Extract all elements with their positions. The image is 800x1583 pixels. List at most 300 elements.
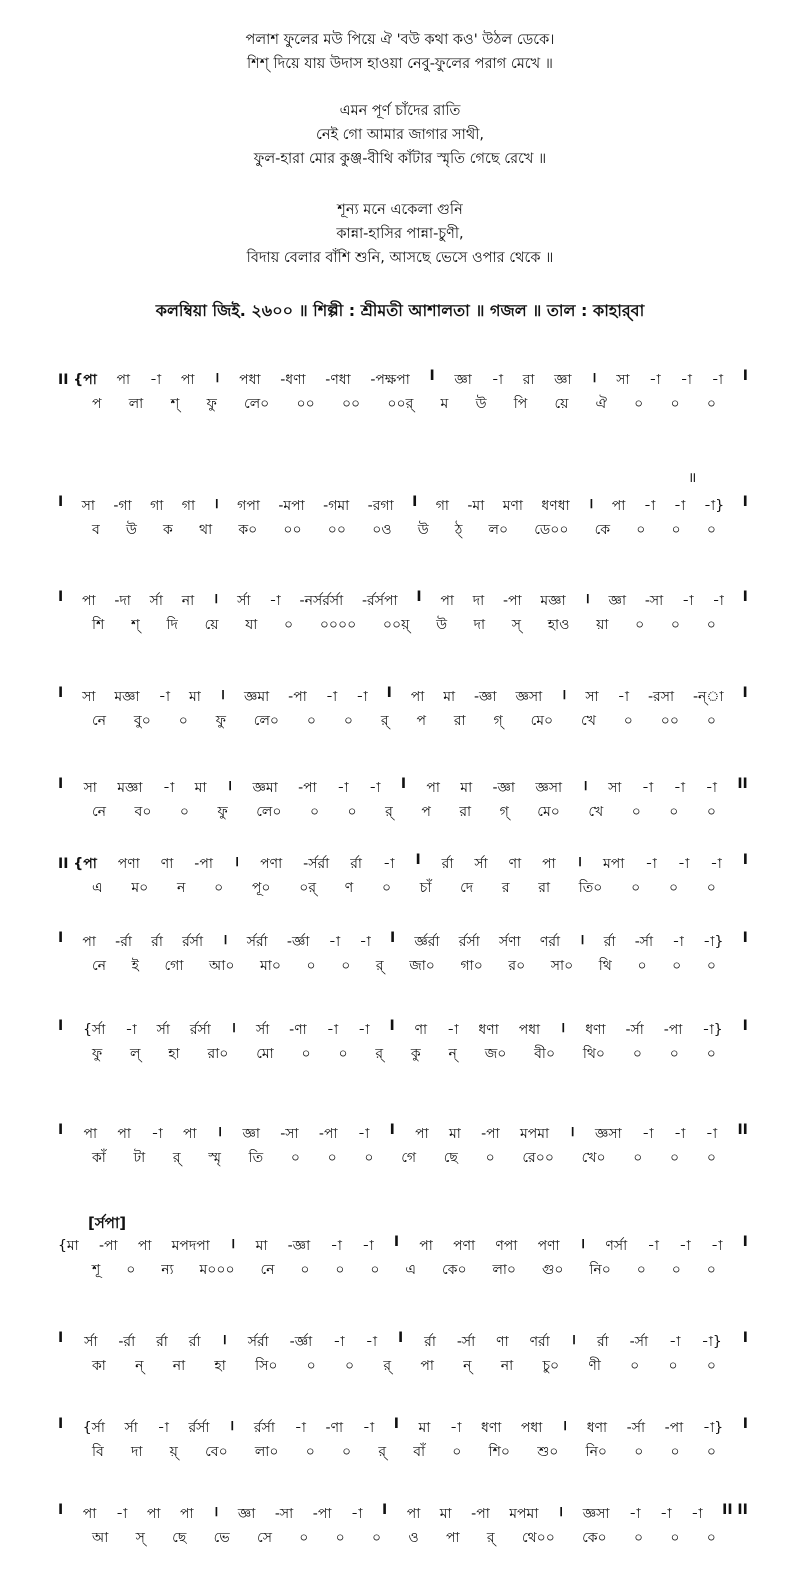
swara-note: I (742, 1234, 748, 1250)
swara-note: I (58, 685, 64, 701)
swara-note: মা (460, 780, 473, 796)
swara-note: -সা (280, 1126, 299, 1142)
lyric-syllables (58, 518, 748, 542)
lyric-syllable: রে০০ (522, 1150, 554, 1166)
swara-note: মজ্ঞা (114, 689, 140, 705)
swara-note: । (222, 932, 228, 948)
lyric-syllable: ০০য়্‌ (382, 617, 410, 633)
lyric-syllable: নে (92, 958, 107, 974)
swara-note: র্রর্সা (458, 934, 480, 950)
lyric-syllable: ০ (671, 1262, 681, 1278)
swara-note: -া (115, 1506, 128, 1522)
swara-note: । (557, 1504, 564, 1520)
swara-note: । (216, 1124, 223, 1140)
lyric-syllable: মে০ (530, 713, 554, 729)
swara-note: {র্সা (82, 1420, 105, 1436)
swara-note: I (58, 494, 64, 510)
swara-note: -া (125, 1022, 137, 1038)
lyric-syllable: র্‌ (378, 1444, 387, 1460)
swara-line (58, 1234, 748, 1258)
swara-note: -র্সা (625, 1022, 644, 1038)
swara-note: । (230, 1236, 236, 1252)
swara-note: পা (180, 372, 195, 388)
lyric-syllable: গ্‌ (493, 713, 503, 729)
swara-note: -া} (703, 498, 725, 514)
swara-line (58, 1330, 748, 1354)
lyric-syllable: নে (260, 1262, 275, 1278)
swara-note: -পা (664, 1420, 684, 1436)
swara-note: জ্ঞসা (535, 780, 563, 796)
lyric-syllable: তি (248, 1150, 264, 1166)
swara-note: -র্সা (456, 1334, 476, 1350)
swara-note: -া} (702, 934, 724, 950)
lyric-syllable: র্‌ (385, 804, 393, 820)
swara-note: মা (448, 1126, 461, 1142)
swara-note: -র্সা (626, 1420, 646, 1436)
lyric-syllable: ০ (706, 1150, 716, 1166)
swara-note: মজ্ঞা (117, 780, 143, 796)
lyric-syllable: ০ (633, 1150, 643, 1166)
swara-note: ণর্সা (605, 1238, 628, 1254)
lyric-syllable: র০ (508, 958, 526, 974)
lyric-syllable: ০০ (283, 522, 302, 538)
swara-note: পণা (537, 1238, 560, 1254)
lyric-syllable: র্‌ (380, 713, 389, 729)
lyric-syllable: ০ (672, 958, 682, 974)
swara-line (58, 494, 748, 518)
lyric-syllable: য়্‌ (169, 1444, 178, 1460)
swara-note: -া (491, 372, 504, 388)
swara-note: জ্ঞমা (243, 689, 270, 705)
swara-note: র্সা (124, 1420, 138, 1436)
swara-note: -া (617, 689, 630, 705)
lyric-syllable: খে০ (581, 1150, 606, 1166)
lyric-syllable: ০ (669, 1046, 679, 1062)
swara-note: I (742, 1330, 748, 1346)
swara-note: ণর্রা (539, 934, 561, 950)
lyric-syllable: তি০ (578, 880, 603, 896)
swara-note: -া (642, 1126, 654, 1142)
lyric-syllable: এ (405, 1262, 417, 1278)
lyric-syllable: ০ (670, 1150, 680, 1166)
swara-note: -জ্ঞা (287, 1238, 311, 1254)
lyric-syllable: ম০০০ (199, 1262, 235, 1278)
lyric-syllable: রা (453, 713, 466, 729)
lyric-syllable: ০ (706, 1530, 716, 1546)
lyric-syllable: বি (92, 1444, 104, 1460)
lyrics-stanza-2 (0, 99, 800, 171)
swara-note: পা (419, 1238, 433, 1254)
swara-line (58, 685, 748, 709)
swara-note: -া (449, 1420, 462, 1436)
lyric-syllable: গু০ (541, 1262, 564, 1278)
lyric-syllable: য়ে (204, 617, 219, 633)
lyric-syllable: ০ (706, 396, 716, 412)
lyric-syllable: না (172, 1358, 186, 1374)
swara-note: র্সা (156, 1022, 170, 1038)
lyric-syllable: কা (92, 1358, 106, 1374)
lyric-syllable: মে০ (537, 804, 560, 820)
lyric-syllable: ব০ (134, 804, 152, 820)
lyric-syllable: ম০ (131, 880, 149, 896)
swara-note: র্রা (603, 934, 616, 950)
lyric-syllable: ন্য (161, 1262, 174, 1278)
swara-note: সা (82, 689, 96, 705)
swara-note: I (58, 1122, 64, 1138)
swara-note: পধা (518, 1022, 541, 1038)
swara-note: -পা (502, 593, 522, 609)
lyric-syllable: সে (257, 1530, 272, 1546)
swara-note: পা (117, 1126, 131, 1142)
lyric-syllable: চু০ (542, 1358, 560, 1374)
swara-note: -র্জ্ঞা (289, 1334, 313, 1350)
swara-note: II II (722, 1502, 748, 1518)
swara-note: । (229, 1418, 235, 1434)
swara-note: র্রর্সা (253, 1420, 275, 1436)
lyric-syllable: নি০ (589, 1262, 611, 1278)
lyric-syllable: গো (164, 958, 184, 974)
lyric-syllable: ০ (372, 1530, 382, 1546)
lyric-syllable: উ (125, 522, 137, 538)
swara-note: I (742, 930, 748, 946)
lyric-line: শিশ্‌ দিয়ে যায় উদাস হাওয়া নেবু-ফুলের পরাগ মেখে ॥ (247, 56, 553, 72)
lyric-syllable: ফু (215, 713, 226, 729)
swara-note: দা (472, 593, 485, 609)
swara-note: পা (611, 498, 626, 514)
swara-note: -া (691, 1506, 703, 1522)
lyric-syllable: ০ (636, 1262, 646, 1278)
lyric-syllable: ল্‌ (130, 1046, 141, 1062)
swara-note: -র্সা (634, 934, 654, 950)
swara-note: মপমা (520, 1126, 550, 1142)
swara-note: জ্ঞা (608, 593, 627, 609)
lyric-line: ফুল-হারা মোর কুঞ্জ-বীথি কাঁটার স্মৃতি গেছে রেখে ॥ (253, 151, 547, 167)
swara-note: পা (82, 934, 96, 950)
lyric-syllable: ০ (706, 713, 716, 729)
lyric-syllable: ফু (206, 396, 217, 412)
swara-note: -া (326, 1022, 339, 1038)
lyric-syllable: ০ (670, 617, 681, 633)
swara-note: । (569, 1124, 575, 1140)
swara-note: -া (333, 1334, 345, 1350)
lyric-line: এমন পূর্ণ চাঁদের রাতি (339, 103, 461, 119)
swara-note: -ণধা (325, 372, 351, 388)
swara-note: । (561, 1418, 568, 1434)
lyric-syllable: রা০ (207, 1046, 229, 1062)
lyric-syllable: ০ (126, 1262, 136, 1278)
lyric-syllables (58, 1258, 748, 1282)
swara-note: I (412, 494, 418, 510)
lyric-syllable: লে০ (244, 396, 270, 412)
swara-note: I (742, 494, 748, 510)
lyric-syllable: শ্‌ (170, 396, 180, 412)
lyric-syllable: ০ (637, 958, 647, 974)
swara-note: । (582, 778, 588, 794)
swara-note: মজ্ঞা (540, 593, 566, 609)
lyric-syllable: শি (92, 617, 105, 633)
lyric-syllable: ন্‌ (463, 1358, 472, 1374)
swara-note: -া (710, 856, 722, 872)
swara-note: ণা (508, 856, 522, 872)
lyric-syllable: নে (92, 804, 107, 820)
swara-note: । (561, 687, 567, 703)
lyric-syllable: ঐ (595, 396, 607, 412)
swara-note: I (415, 852, 421, 868)
lyric-syllable: ০ (670, 1444, 680, 1460)
swara-note: I (393, 1416, 399, 1432)
lyric-syllable: ০ (668, 1358, 678, 1374)
swara-note: মপমা (509, 1506, 539, 1522)
lyric-syllable: ন্‌ (135, 1358, 144, 1374)
lyric-syllable: পি (513, 396, 528, 412)
swara-note: -া (705, 1126, 718, 1142)
lyric-syllable: ০ (706, 880, 716, 896)
swara-note: -া (362, 1238, 374, 1254)
lyric-syllable: ০ (338, 1046, 348, 1062)
swara-note: -পা (288, 689, 307, 705)
lyric-syllable: খে (581, 713, 596, 729)
swara-note: -ধণা (280, 372, 306, 388)
lyric-syllable: ০০০০ (319, 617, 357, 633)
swara-note: র্সা (255, 1022, 270, 1038)
lyrics-stanza-1 (0, 28, 800, 76)
lyric-syllable: ম (440, 396, 449, 412)
swara-note: -া} (702, 1022, 723, 1038)
lyric-syllable: শূ (92, 1262, 101, 1278)
swara-note: ধণা (586, 1420, 608, 1436)
lyric-syllable: যা (245, 617, 258, 633)
swara-note: I (742, 589, 748, 605)
swara-note: -া (649, 372, 661, 388)
lyric-syllable: লা০ (492, 1262, 517, 1278)
swara-note: ণপা (495, 1238, 518, 1254)
lyric-syllable: য়া (596, 617, 609, 633)
swara-note: -র্রর্সপা (362, 593, 398, 609)
lyric-line: বিদায় বেলার বাঁশি শুনি, আসছে ভেসে ওপার থেকে ॥ (246, 250, 554, 266)
lyric-syllable: ০ (327, 1150, 337, 1166)
swara-note: I (390, 930, 396, 946)
lyric-syllable: ফু (92, 1046, 103, 1062)
swara-note: -া (645, 856, 657, 872)
swara-note: -জ্ঞা (492, 780, 515, 796)
lyric-syllable: র্‌ (486, 1530, 495, 1546)
swara-note: -া (382, 856, 395, 872)
lyric-syllable: ন্‌ (448, 1046, 457, 1062)
lyric-syllable: বু০ (133, 713, 151, 729)
lyric-syllable: ০ (301, 1046, 311, 1062)
swara-note: পা (82, 593, 96, 609)
swara-note: সা (585, 689, 599, 705)
swara-note: পা (406, 1506, 421, 1522)
swara-note: পণা (117, 856, 140, 872)
lyric-syllable: ০ (636, 522, 646, 538)
lyric-syllable: ক০ (238, 522, 258, 538)
lyric-syllable: কু (410, 1046, 421, 1062)
lyric-syllable: ০ (668, 880, 679, 896)
swara-note: ণর্রা (529, 1334, 550, 1350)
swara-note: ধণা (478, 1022, 499, 1038)
lyric-syllable: নে (92, 713, 107, 729)
swara-note: মা (188, 689, 201, 705)
lyric-syllable: ক (163, 522, 173, 538)
swara-note: । (213, 496, 219, 512)
swara-note: ধণা (585, 1022, 606, 1038)
swara-note: II {পা (58, 856, 97, 872)
swara-note: -রসা (648, 689, 675, 705)
lyric-syllable: পা (446, 1530, 460, 1546)
swara-note: -া (679, 1238, 691, 1254)
lyric-syllable: ০ (335, 1262, 345, 1278)
swara-note: -নর্সর্রর্সা (299, 593, 344, 609)
lyric-syllable: ০ (631, 804, 641, 820)
lyric-syllable: ০ (300, 1262, 310, 1278)
lyric-syllable: গে (401, 1150, 417, 1166)
lyric-syllable: কে (594, 522, 611, 538)
swara-note: -া (643, 498, 656, 514)
lyric-syllable: ০ (706, 617, 716, 633)
lyric-syllable: লে০ (256, 804, 282, 820)
lyric-syllable: ০ (381, 880, 392, 896)
swara-note: -া (712, 593, 724, 609)
lyric-syllable: থি (598, 958, 612, 974)
swara-note: -া (673, 780, 686, 796)
swara-note: -া (672, 934, 684, 950)
lyric-syllable: ০ (306, 713, 316, 729)
swara-note: -ণা (289, 1022, 307, 1038)
swara-note: I (742, 368, 748, 384)
lyric-syllable: ও (408, 1530, 419, 1546)
lyric-syllable: ০ (706, 1262, 716, 1278)
lyrics-stanza-3 (0, 198, 800, 270)
lyric-line: কান্না-হাসির পান্না-চুণী, (336, 226, 464, 242)
swara-note: I (400, 776, 407, 792)
lyric-syllable: দা (473, 617, 486, 633)
swara-note: -া (350, 1506, 363, 1522)
swara-note: মা (439, 1506, 452, 1522)
lyric-syllable: কাঁ (92, 1150, 106, 1166)
swara-note: সা (83, 780, 97, 796)
swara-note: -া (294, 1420, 306, 1436)
swara-note: I (58, 930, 64, 946)
lyric-syllable: চাঁ (419, 880, 432, 896)
swara-note: I (742, 852, 748, 868)
double-bar-mark: ॥ (688, 470, 697, 486)
lyric-syllable: স্‌ (135, 1530, 145, 1546)
swara-note: । (579, 932, 585, 948)
lyric-syllable: ০ (706, 1046, 716, 1062)
lyric-syllable: ফু (217, 804, 228, 820)
swara-note: -া (680, 372, 692, 388)
swara-note: পা (137, 1238, 152, 1254)
swara-note: I (58, 776, 64, 792)
swara-note: -া (162, 780, 175, 796)
lyric-syllable: শি০ (488, 1444, 510, 1460)
swara-note: -সা (644, 593, 664, 609)
lyric-syllable: র্‌ (375, 1046, 384, 1062)
swara-note: -পা (481, 1126, 500, 1142)
swara-note: পা (415, 1126, 429, 1142)
lyric-syllable: দি (166, 617, 178, 633)
swara-note: র্রা (350, 856, 362, 872)
lyric-syllable: না (500, 1358, 514, 1374)
swara-note: -সা (274, 1506, 294, 1522)
lyric-syllable: ০ (706, 1444, 716, 1460)
lyric-syllable: কে০ (582, 1530, 607, 1546)
swara-note: -পক্ষপা (370, 372, 410, 388)
swara-note: I (416, 589, 422, 605)
lyric-syllable: ০ (306, 958, 316, 974)
swara-note: ণা (414, 1022, 428, 1038)
lyric-syllable: ০ (633, 1530, 644, 1546)
swara-note: ণা (496, 1334, 509, 1350)
swara-note: । (226, 778, 233, 794)
lyric-syllable: স্মৃ (208, 1150, 221, 1166)
swara-note: জ্ঞা (237, 1506, 256, 1522)
lyric-syllable: র (501, 880, 510, 896)
lyric-syllable: রা (538, 880, 551, 896)
lyric-syllable: ০ (214, 880, 224, 896)
swara-note: -া (673, 1126, 686, 1142)
lyric-syllable: ০ও (372, 522, 392, 538)
swara-note: I (386, 685, 392, 701)
lyric-syllable: ০ (635, 617, 645, 633)
swara-note: -া (365, 1334, 378, 1350)
swara-line (58, 1502, 748, 1526)
swara-note: র্রা (151, 934, 163, 950)
lyric-syllables (58, 1042, 748, 1066)
lyric-syllable: দে (460, 880, 474, 896)
lyric-syllable: ০ (347, 804, 357, 820)
swara-note: -া (337, 780, 349, 796)
swara-note: । (588, 496, 594, 512)
swara-note: -া (447, 1022, 459, 1038)
lyric-syllable: খে (588, 804, 604, 820)
lyric-syllable: থে০০ (521, 1530, 555, 1546)
swara-note: জ্ঞমা (252, 780, 278, 796)
swara-note: -া (681, 593, 694, 609)
lyric-syllable: ০ (341, 958, 351, 974)
lyric-syllable: ণী (588, 1358, 601, 1374)
swara-line (58, 589, 748, 613)
swara-note: পা (183, 1126, 197, 1142)
swara-line (58, 1018, 748, 1042)
lyric-syllable: ০ (306, 1358, 316, 1374)
swara-line (58, 852, 748, 876)
lyric-syllables (58, 613, 748, 637)
swara-note: । (213, 1504, 219, 1520)
lyric-syllable: স্‌ (511, 617, 522, 633)
swara-note: পণা (453, 1238, 476, 1254)
swara-note: র্সা (84, 1334, 98, 1350)
swara-line (58, 1122, 748, 1146)
lyric-syllables (58, 1146, 748, 1170)
swara-note: পা (82, 1506, 97, 1522)
swara-note: র্রর্সা (182, 934, 204, 950)
swara-note: ধণা (480, 1420, 502, 1436)
swara-note: । (591, 370, 597, 386)
lyric-syllable: নি০ (585, 1444, 608, 1460)
swara-note: মপদপা (171, 1238, 210, 1254)
swara-note: । (576, 854, 582, 870)
lyric-syllable: র্‌ (383, 1358, 392, 1374)
lyric-syllable: ০ (370, 1262, 380, 1278)
swara-note: সা (608, 780, 622, 796)
lyric-syllable: সা০ (550, 958, 574, 974)
lyric-line: শূন্য মনে একেলা গুনি (337, 202, 463, 218)
swara-note: গা (181, 498, 196, 514)
swara-line (58, 776, 748, 800)
lyric-syllable: ০ (305, 1444, 315, 1460)
